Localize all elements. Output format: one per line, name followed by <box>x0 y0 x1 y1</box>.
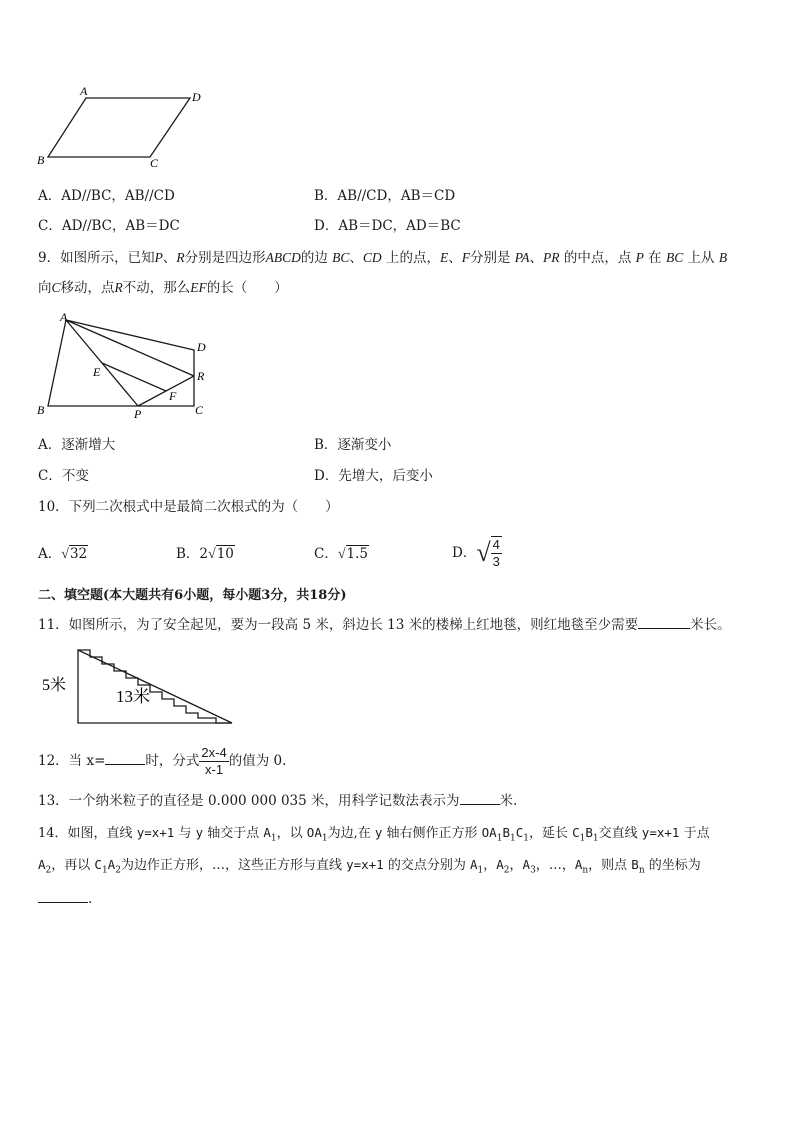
q9-option-a: A．逐渐增大 <box>38 437 116 453</box>
q9-option-c: C．不变 <box>38 468 89 484</box>
parallelogram-figure <box>30 80 220 172</box>
parallelogram-shape <box>48 98 190 157</box>
q9-stem-line1: 9．如图所示，已知P、R分别是四边形ABCD的边 BC、CD 上的点，E、F分别是 PA、PR 的中点，点 P 在 BC 上从 B <box>38 250 728 266</box>
height-label: 5米 <box>42 677 67 694</box>
q14-stem-line2: $A_2$，再以 $C_1A_2$为边作正方形，…，这些正方形与直线 y=x+1 的交点分别为 $A_1$，$A_2$，$A_3$，…，$A_n$，则点 $B_n$ 的坐标为 <box>38 857 701 876</box>
label-c: C <box>195 403 204 417</box>
q11-stem: 11．如图所示，为了安全起见，要为一段高 5 米，斜边长 13 米的楼梯上红地毯，则红地毯至少需要 米长。 <box>38 614 731 634</box>
q8-option-d: D．AB＝DC，AD＝BC <box>314 218 461 234</box>
quadrilateral-figure <box>30 308 220 420</box>
q10-option-a: A．√32 <box>38 546 88 562</box>
q9-option-d: D．先增大，后变小 <box>314 468 433 484</box>
segment-ar <box>66 320 194 376</box>
sqrt-sign: √ <box>208 547 216 562</box>
label-e: E <box>93 365 101 379</box>
label-a: A <box>80 84 88 98</box>
q8-option-c: C．AD//BC，AB＝DC <box>38 218 180 234</box>
q10-option-d: D．√ $\frac{4}{3}$ <box>452 537 500 569</box>
label-d: D <box>192 90 201 104</box>
staircase-triangle <box>78 650 232 723</box>
q9-option-b: B．逐渐变小 <box>314 437 392 453</box>
q8-option-b: B．AB//CD，AB＝CD <box>314 188 456 204</box>
segment-ef <box>102 363 166 391</box>
q8-option-a: A．AD//BC，AB//CD <box>38 188 175 204</box>
answer-blank[interactable] <box>38 888 88 903</box>
q13-stem: 13．一个纳米粒子的直径是 0.000 000 035 米，用科学记数法表示为 米. <box>38 790 517 810</box>
label-b: B <box>37 153 45 167</box>
label-f: F <box>169 389 177 403</box>
q10-option-b: B．2√10 <box>176 546 234 562</box>
sqrt-sign: √ <box>476 538 491 567</box>
label-d: D <box>197 340 206 354</box>
q14-stem-line1: 14．如图，直线 y=x+1 与 y 轴交于点 $A_1$，以 $OA_1$为边,在 y 轴右侧作正方形 $OA_1B_1C_1$，延长 $C_1B_1$交直线 y=x+1 于点 <box>38 825 710 844</box>
answer-blank[interactable] <box>105 750 145 765</box>
label-a: A <box>60 310 68 324</box>
q14-answer-line: . <box>38 888 92 908</box>
q12-stem: 12．当 x= 时，分式 $\frac{2x-4}{x-1}$ 的值为 0. <box>38 745 287 777</box>
q10-stem: 10．下列二次根式中是最简二次根式的为（ ） <box>38 499 339 515</box>
fraction: $\frac{2x-4}{x-1}$ <box>201 745 227 777</box>
label-r: R <box>197 369 205 383</box>
answer-blank[interactable] <box>638 614 690 629</box>
q10-option-c: C．√1.5 <box>314 546 369 562</box>
staircase-figure <box>36 644 236 728</box>
fraction: $\frac{4}{3}$ <box>492 537 500 569</box>
q9-stem-line2: 向C移动，点R不动，那么EF的长（ ） <box>38 280 288 296</box>
hypotenuse-label: 13米 <box>116 687 150 706</box>
sqrt-sign: √ <box>61 547 69 562</box>
section-title: 二、填空题(本大题共有6小题，每小题3分，共18分) <box>38 588 347 603</box>
label-c: C <box>150 156 159 170</box>
sqrt-sign: √ <box>337 547 346 562</box>
label-b: B <box>37 403 45 417</box>
label-p: P <box>134 407 142 420</box>
answer-blank[interactable] <box>460 790 500 805</box>
